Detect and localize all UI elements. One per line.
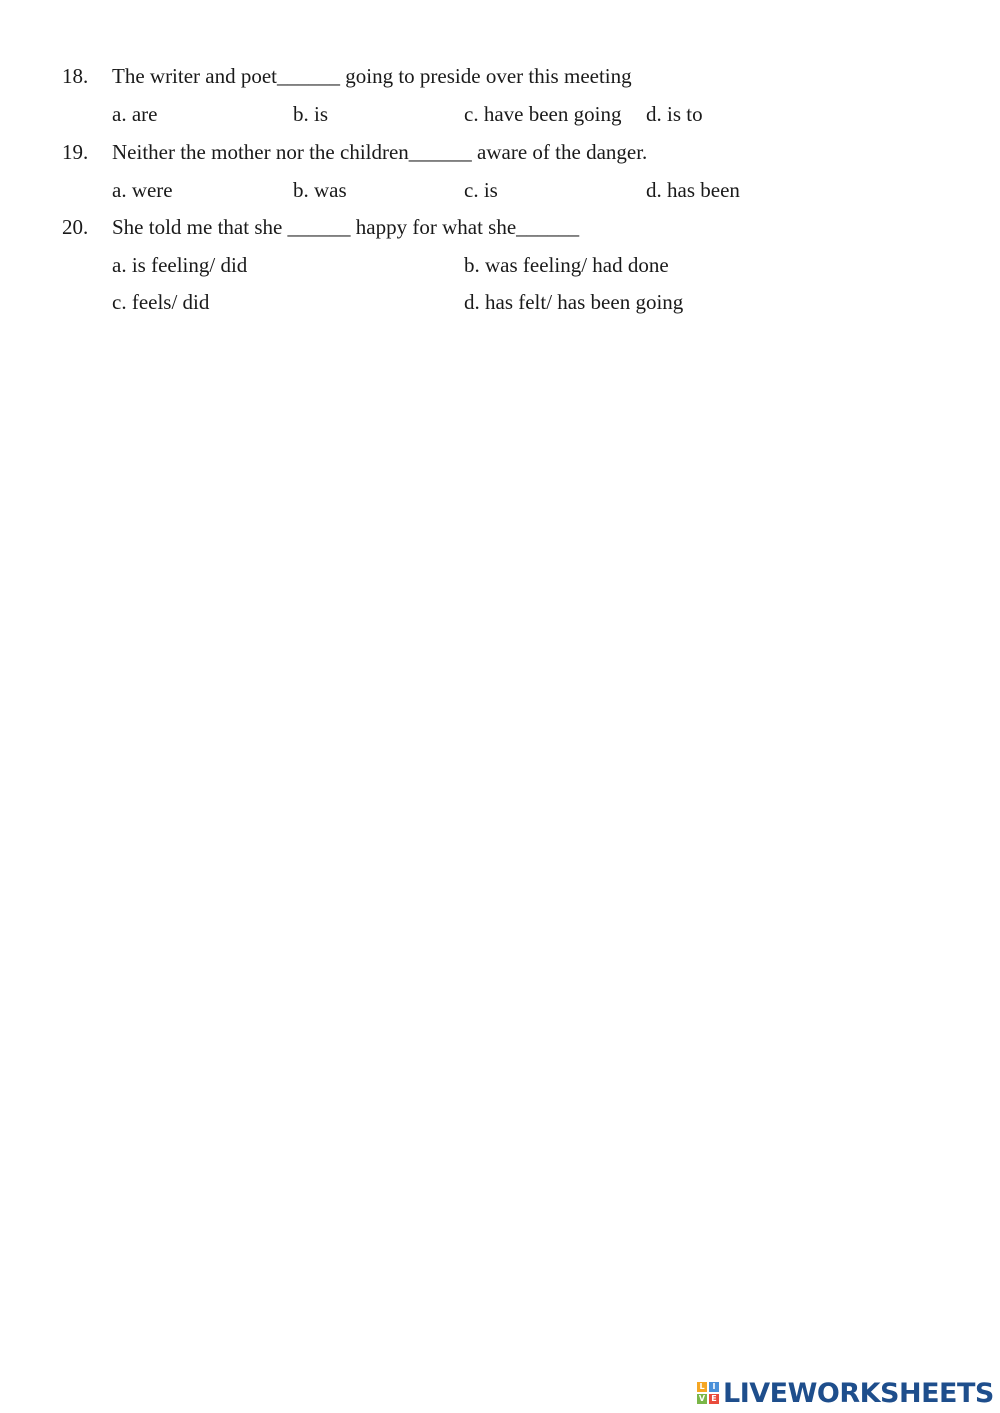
logo-tile-l: L [697,1382,707,1392]
question-19-number: 19. [62,140,89,164]
question-20-text: She told me that she ______ happy for what she______ [112,215,580,239]
question-19-option-b[interactable]: b. was [293,178,347,202]
question-20-option-d[interactable]: d. has felt/ has been going [464,290,684,314]
logo-tile-e: E [709,1394,719,1404]
question-19-option-c[interactable]: c. is [464,178,498,202]
question-18-text: The writer and poet______ going to preside over this meeting [112,64,632,88]
question-19-text: Neither the mother nor the children______ aware of the danger. [112,140,648,164]
question-18-option-b[interactable]: b. is [293,102,329,126]
question-18-option-a[interactable]: a. are [112,102,158,126]
logo-tile-v: V [698,1394,706,1403]
logo-wordmark: LIVEWORKSHEETS [723,1377,994,1409]
question-18-option-c[interactable]: c. have been going [464,102,622,126]
question-18-option-d[interactable]: d. is to [646,102,703,126]
question-19-option-a[interactable]: a. were [112,178,173,202]
question-19-option-d[interactable]: d. has been [646,178,740,202]
logo-tile-i: I [709,1382,719,1392]
question-20-option-c[interactable]: c. feels/ did [112,290,210,314]
question-20-option-a[interactable]: a. is feeling/ did [112,253,248,277]
question-20-option-b[interactable]: b. was feeling/ had done [464,253,669,277]
logo-mark-icon [697,1382,719,1404]
question-18-number: 18. [62,64,89,88]
liveworksheets-logo [697,1378,994,1408]
question-20-number: 20. [62,215,89,239]
